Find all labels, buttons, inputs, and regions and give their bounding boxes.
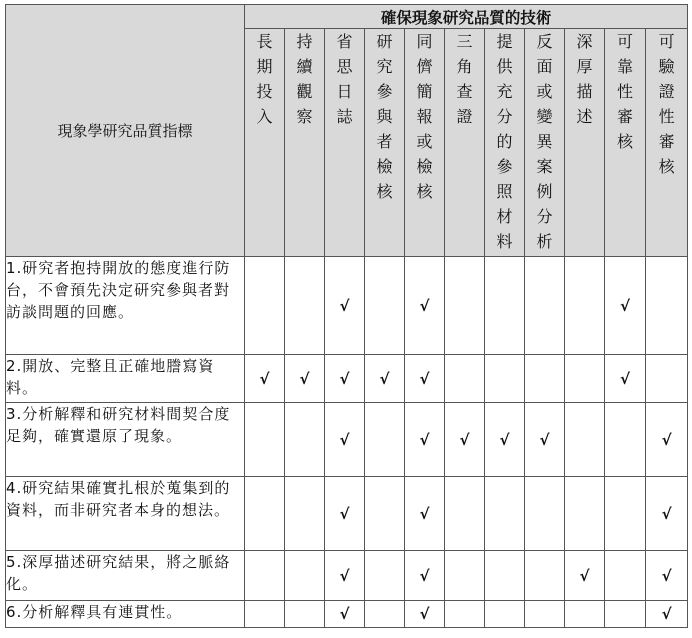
empty-cell: [285, 403, 325, 477]
technique-label: 長期投入: [256, 32, 273, 126]
empty-cell: [565, 355, 605, 403]
matrix-body: [6, 257, 688, 628]
technique-label: 提供充分的參照材料: [496, 32, 513, 251]
criterion-cell: 5.深厚描述研究結果，將之脈絡化。: [6, 551, 245, 601]
empty-cell: [525, 551, 565, 601]
empty-cell: [245, 403, 285, 477]
check-mark-cell: √: [445, 403, 485, 477]
check-mark-cell: √: [485, 403, 525, 477]
empty-cell: [285, 257, 325, 355]
check-mark-cell: √: [646, 403, 688, 477]
table-row: [6, 477, 688, 551]
empty-cell: [525, 477, 565, 551]
empty-cell: [365, 601, 405, 628]
technique-header: [365, 29, 405, 257]
criterion-cell: 1.研究者抱持開放的態度進行防台，不會預先決定研究參與者對訪談問題的回應。: [6, 257, 245, 355]
empty-cell: [565, 403, 605, 477]
technique-label: 省思日誌: [336, 32, 353, 126]
table-row: [6, 551, 688, 601]
check-mark-cell: √: [525, 403, 565, 477]
empty-cell: [485, 601, 525, 628]
empty-cell: [445, 601, 485, 628]
check-mark-cell: √: [565, 551, 605, 601]
empty-cell: [445, 551, 485, 601]
empty-cell: [445, 477, 485, 551]
check-mark-cell: √: [325, 477, 365, 551]
check-mark-cell: √: [325, 551, 365, 601]
technique-header: [605, 29, 646, 257]
technique-header: [285, 29, 325, 257]
empty-cell: [445, 257, 485, 355]
technique-header: [525, 29, 565, 257]
check-mark-cell: √: [646, 601, 688, 628]
check-mark-cell: √: [405, 257, 445, 355]
empty-cell: [245, 601, 285, 628]
empty-cell: [245, 257, 285, 355]
technique-header: [245, 29, 285, 257]
technique-header: [325, 29, 365, 257]
empty-cell: [605, 477, 646, 551]
technique-label: 同儕簡報或檢核: [416, 32, 433, 201]
empty-cell: [485, 257, 525, 355]
check-mark-cell: √: [325, 355, 365, 403]
check-mark-cell: √: [405, 601, 445, 628]
check-mark-cell: √: [405, 477, 445, 551]
empty-cell: [365, 403, 405, 477]
table-row: [6, 355, 688, 403]
check-mark-cell: √: [245, 355, 285, 403]
criterion-cell: 4.研究結果確實扎根於蒐集到的資料，而非研究者本身的想法。: [6, 477, 245, 551]
empty-cell: [605, 601, 646, 628]
check-mark-cell: √: [325, 403, 365, 477]
technique-label: 反面或變異案例分析: [536, 32, 553, 251]
check-mark-cell: √: [605, 355, 646, 403]
empty-cell: [285, 601, 325, 628]
table-row: [6, 403, 688, 477]
check-mark-cell: √: [325, 257, 365, 355]
check-mark-cell: √: [605, 257, 646, 355]
table-row: [6, 601, 688, 628]
row-header: 現象學研究品質指標: [6, 5, 245, 257]
check-mark-cell: √: [646, 477, 688, 551]
technique-header: [646, 29, 688, 257]
technique-label: 研究參與者檢核: [376, 32, 393, 201]
technique-label: 三角查證: [456, 32, 473, 126]
check-mark-cell: √: [405, 403, 445, 477]
criterion-cell: 3.分析解釋和研究材料間契合度足夠，確實還原了現象。: [6, 403, 245, 477]
empty-cell: [565, 601, 605, 628]
table-row: [6, 257, 688, 355]
empty-cell: [646, 355, 688, 403]
empty-cell: [365, 257, 405, 355]
empty-cell: [605, 551, 646, 601]
check-mark-cell: √: [365, 355, 405, 403]
group-title: 確保現象研究品質的技術: [245, 5, 688, 29]
empty-cell: [525, 601, 565, 628]
technique-header: [485, 29, 525, 257]
empty-cell: [565, 477, 605, 551]
empty-cell: [285, 551, 325, 601]
criterion-cell: 6.分析解釋具有連貫性。: [6, 601, 245, 628]
empty-cell: [365, 477, 405, 551]
empty-cell: [485, 355, 525, 403]
empty-cell: [485, 477, 525, 551]
technique-header: [405, 29, 445, 257]
empty-cell: [365, 551, 405, 601]
quality-matrix-table: [5, 4, 688, 628]
empty-cell: [605, 403, 646, 477]
empty-cell: [285, 477, 325, 551]
technique-label: 可驗證性審核: [658, 32, 675, 176]
empty-cell: [445, 355, 485, 403]
check-mark-cell: √: [405, 551, 445, 601]
check-mark-cell: √: [405, 355, 445, 403]
empty-cell: [565, 257, 605, 355]
technique-header: [445, 29, 485, 257]
technique-header: [565, 29, 605, 257]
check-mark-cell: √: [285, 355, 325, 403]
empty-cell: [525, 355, 565, 403]
technique-label: 深厚描述: [576, 32, 593, 126]
empty-cell: [245, 551, 285, 601]
check-mark-cell: √: [646, 551, 688, 601]
empty-cell: [525, 257, 565, 355]
technique-label: 持續觀察: [296, 32, 313, 126]
empty-cell: [485, 551, 525, 601]
empty-cell: [646, 257, 688, 355]
empty-cell: [245, 477, 285, 551]
technique-label: 可靠性審核: [617, 32, 634, 151]
check-mark-cell: √: [325, 601, 365, 628]
criterion-cell: 2.開放、完整且正確地謄寫資料。: [6, 355, 245, 403]
